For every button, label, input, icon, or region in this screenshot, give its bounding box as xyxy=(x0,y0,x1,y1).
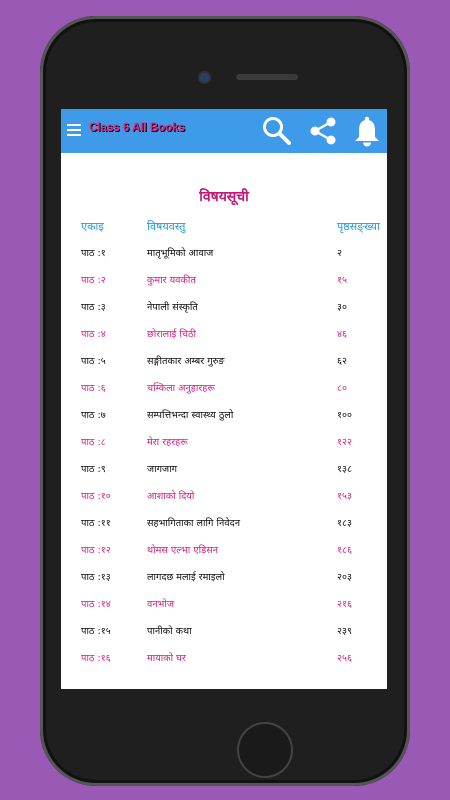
page-number: ४६ xyxy=(337,329,347,340)
list-item[interactable] xyxy=(61,570,387,588)
lesson-number: पाठ :१५ xyxy=(81,626,111,637)
lesson-number: पाठ :१० xyxy=(81,491,111,502)
lesson-number: पाठ :१४ xyxy=(81,599,111,610)
app-title: Class 6 All Books xyxy=(89,122,186,134)
section-title: विषयसूची xyxy=(199,189,249,205)
page-number: १३८ xyxy=(337,464,352,475)
lesson-number: पाठ :८ xyxy=(81,437,106,448)
list-item[interactable] xyxy=(61,651,387,669)
home-button[interactable] xyxy=(237,722,293,778)
page-number: २ xyxy=(337,248,342,259)
list-item[interactable] xyxy=(61,354,387,372)
lesson-title: आशाको दियो xyxy=(147,491,195,502)
bell-icon[interactable] xyxy=(353,115,381,147)
lesson-title: वनभोज xyxy=(147,599,175,610)
app-screen xyxy=(61,109,387,689)
column-header-topic: विषयवस्तु xyxy=(147,220,186,233)
list-item[interactable] xyxy=(61,435,387,453)
page-number: १५ xyxy=(337,275,347,286)
lesson-number: पाठ :१३ xyxy=(81,572,111,583)
list-item[interactable] xyxy=(61,597,387,615)
lesson-number: पाठ :१२ xyxy=(81,545,111,556)
page-number: १८३ xyxy=(337,518,352,529)
search-icon[interactable] xyxy=(261,115,293,147)
lesson-title: लागदछ मलाई रमाइलो xyxy=(147,572,225,583)
list-item[interactable] xyxy=(61,381,387,399)
page-number: १५३ xyxy=(337,491,352,502)
lesson-title: चम्किला अनुहारहरू xyxy=(147,383,215,394)
lesson-number: पाठ :७ xyxy=(81,410,106,421)
lesson-number: पाठ :९ xyxy=(81,464,106,475)
earpiece-speaker xyxy=(236,74,298,80)
lesson-title: कुमार यवकीत xyxy=(147,275,196,286)
page-number: १२२ xyxy=(337,437,352,448)
lesson-number: पाठ :१ xyxy=(81,248,106,259)
list-item[interactable] xyxy=(61,543,387,561)
lesson-title: जागजाग xyxy=(147,464,178,475)
share-icon[interactable] xyxy=(307,115,339,147)
lesson-number: पाठ :६ xyxy=(81,383,106,394)
lesson-title: नेपाली संस्कृति xyxy=(147,302,198,313)
column-header-page: पृष्ठसङ्ख्या xyxy=(337,220,380,233)
app-bar xyxy=(61,109,387,153)
lesson-number: पाठ :३ xyxy=(81,302,106,313)
lesson-title: मातृभूमिको आवाज xyxy=(147,248,214,259)
front-camera xyxy=(200,73,209,82)
lesson-title: मायाको घर xyxy=(147,653,186,664)
page-number: २०३ xyxy=(337,572,352,583)
lesson-number: पाठ :४ xyxy=(81,329,106,340)
page-number: २१६ xyxy=(337,599,352,610)
lesson-title: पानीको कथा xyxy=(147,626,192,637)
lesson-number: पाठ :२ xyxy=(81,275,106,286)
page-number: ३० xyxy=(337,302,347,313)
lesson-title: सम्पत्तिभन्दा स्वास्थ्य ठुलो xyxy=(147,410,234,421)
page-number: ६२ xyxy=(337,356,347,367)
lesson-number: पाठ :११ xyxy=(81,518,111,529)
list-item[interactable] xyxy=(61,300,387,318)
page-number: २५६ xyxy=(337,653,352,664)
column-header-unit: एकाइ xyxy=(81,220,104,233)
page-number: ८० xyxy=(337,383,347,394)
page-number: २३९ xyxy=(337,626,352,637)
list-item[interactable] xyxy=(61,273,387,291)
page-number: १८६ xyxy=(337,545,352,556)
list-item[interactable] xyxy=(61,516,387,534)
lesson-title: थोमस एल्भा एडिसन xyxy=(147,545,219,556)
list-item[interactable] xyxy=(61,624,387,642)
list-item[interactable] xyxy=(61,246,387,264)
lesson-title: सङ्गीतकार अम्बर गुरुङ xyxy=(147,356,225,367)
page-number: १०० xyxy=(337,410,352,421)
list-item[interactable] xyxy=(61,408,387,426)
list-item[interactable] xyxy=(61,327,387,345)
lesson-title: मेरा रहरहरू xyxy=(147,437,188,448)
lesson-title: सहभागिताका लागि निवेदन xyxy=(147,518,241,529)
list-item[interactable] xyxy=(61,489,387,507)
lesson-number: पाठ :५ xyxy=(81,356,106,367)
lesson-title: छोरालाई चिठी xyxy=(147,329,197,340)
menu-icon[interactable] xyxy=(67,121,81,139)
list-item[interactable] xyxy=(61,462,387,480)
lesson-number: पाठ :१६ xyxy=(81,653,111,664)
